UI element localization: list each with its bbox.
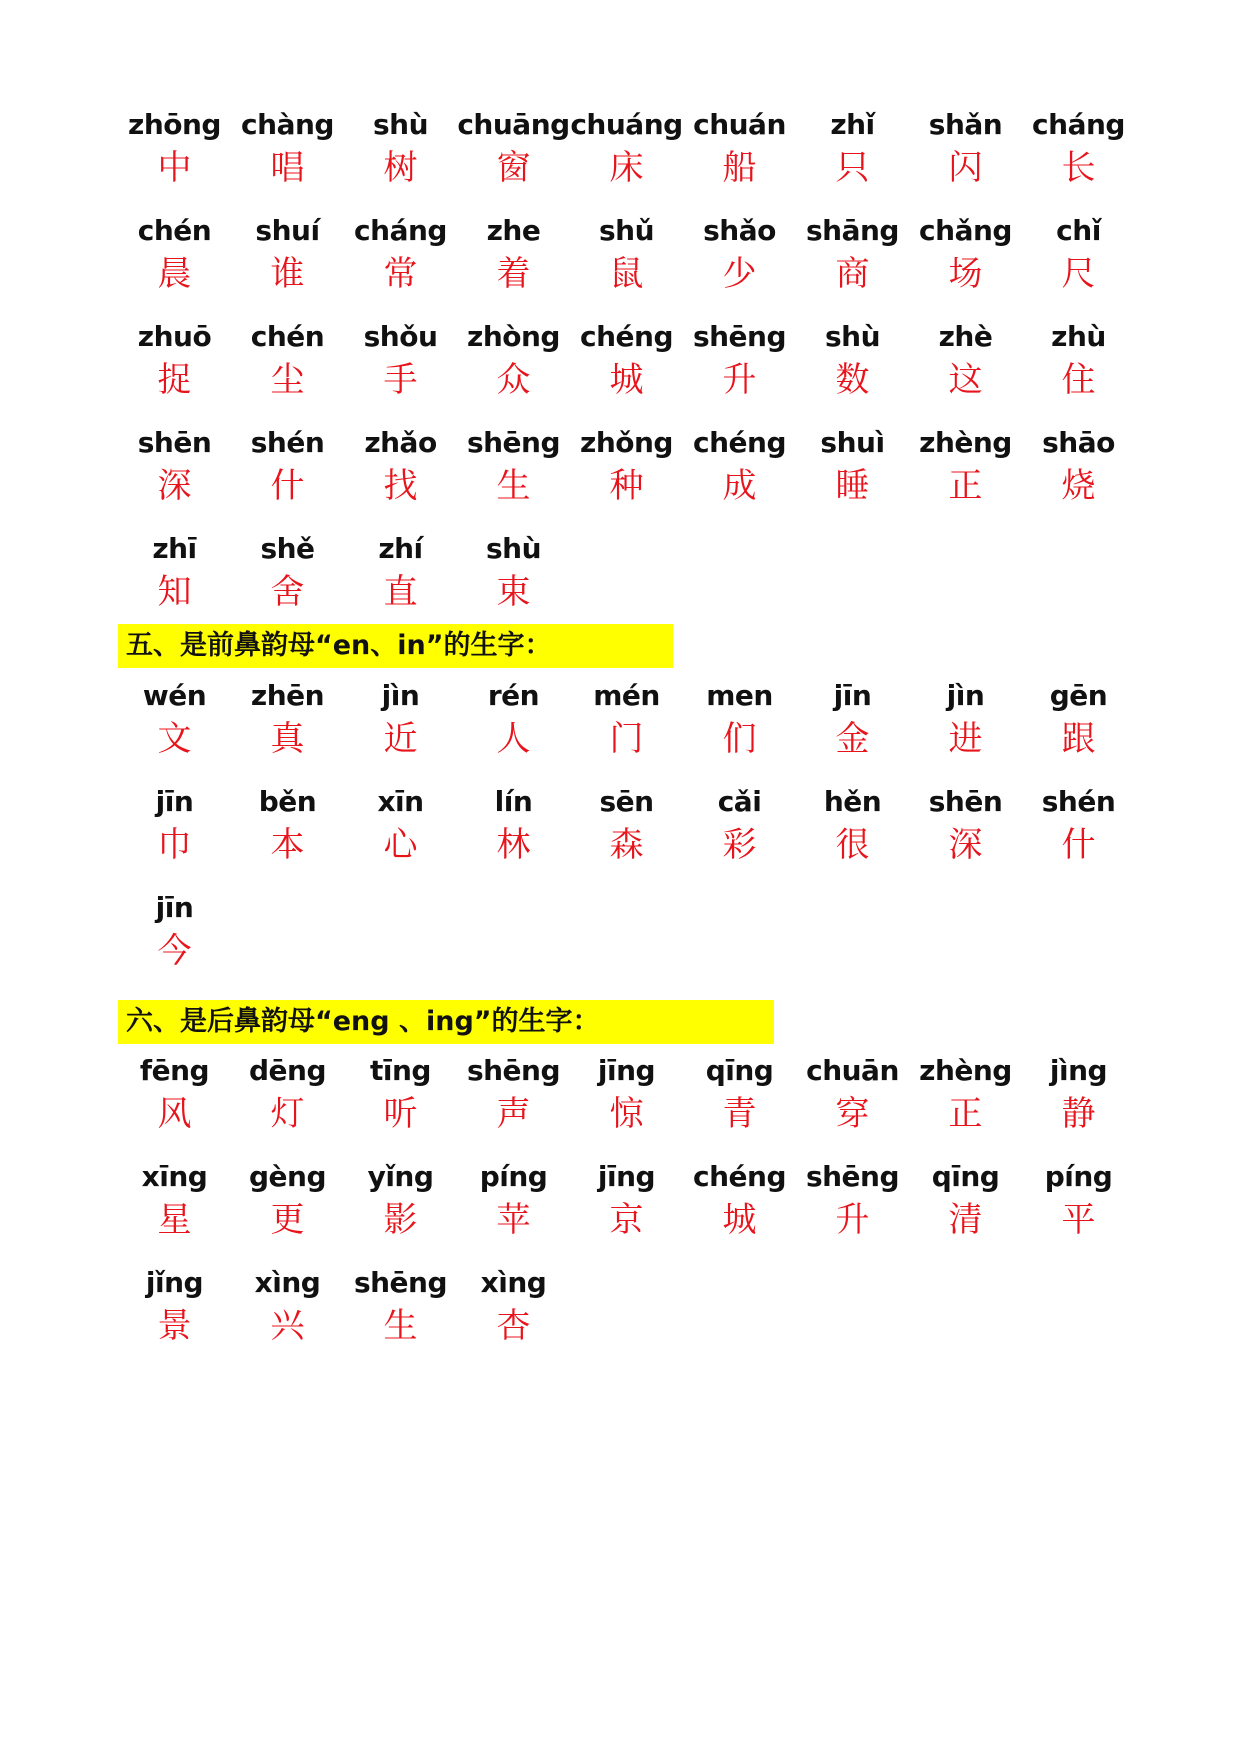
pinyin-label: jīng	[597, 1160, 656, 1193]
pinyin-label: jīn	[155, 891, 194, 924]
word-cell	[344, 528, 457, 634]
hanzi-character: 睡	[835, 466, 870, 506]
hanzi-character: 只	[835, 148, 870, 188]
hanzi-character: 成	[722, 466, 757, 506]
word-cell	[231, 104, 344, 210]
word-cell	[796, 781, 909, 887]
pinyin-label: zhù	[1051, 320, 1106, 353]
hanzi-character: 近	[383, 719, 418, 759]
hanzi-character: 生	[496, 466, 531, 506]
hanzi-character: 城	[609, 360, 644, 400]
word-cell	[570, 675, 683, 781]
word-cell	[909, 104, 1022, 210]
word-cell	[1022, 104, 1135, 210]
hanzi-character: 青	[722, 1094, 757, 1134]
hanzi-character: 商	[835, 254, 870, 294]
word-cell	[231, 528, 344, 634]
hanzi-character: 听	[383, 1094, 418, 1134]
pinyin-label: zhēn	[250, 679, 325, 712]
hanzi-character: 长	[1061, 148, 1096, 188]
hanzi-character: 船	[722, 148, 757, 188]
word-cell	[570, 781, 683, 887]
word-cell	[683, 1050, 796, 1156]
word-cell	[1022, 422, 1135, 528]
word-row	[118, 528, 1138, 634]
pinyin-label: zhǐ	[830, 108, 875, 141]
word-cell	[796, 422, 909, 528]
pinyin-label: shuí	[255, 214, 320, 247]
hanzi-character: 彩	[722, 825, 757, 865]
hanzi-character: 唱	[270, 148, 305, 188]
hanzi-character: 树	[383, 148, 418, 188]
pinyin-label: chuáng	[570, 108, 683, 141]
hanzi-character: 巾	[157, 825, 192, 865]
hanzi-character: 找	[383, 466, 418, 506]
word-cell	[118, 887, 231, 993]
zh-ch-sh-word-grid	[118, 104, 1138, 634]
pinyin-label: chàng	[241, 108, 334, 141]
hanzi-character: 数	[835, 360, 870, 400]
pinyin-label: shēng	[805, 1160, 900, 1193]
pinyin-label: jīng	[597, 1054, 656, 1087]
word-cell	[231, 781, 344, 887]
hanzi-character: 床	[609, 148, 644, 188]
pinyin-label: qīng	[705, 1054, 774, 1087]
hanzi-character: 声	[496, 1094, 531, 1134]
hanzi-character: 跟	[1061, 719, 1096, 759]
pinyin-label: zhèng	[919, 1054, 1012, 1087]
word-cell	[796, 675, 909, 781]
pinyin-label: zhī	[152, 532, 197, 565]
word-cell	[344, 781, 457, 887]
word-row	[118, 316, 1138, 422]
section-5-heading: 五、是前鼻韵母“en、in”的生字：	[118, 624, 673, 668]
hanzi-character: 闪	[948, 148, 983, 188]
pinyin-label: shuì	[820, 426, 885, 459]
pinyin-label: shēng	[353, 1266, 448, 1299]
word-cell	[344, 104, 457, 210]
word-row	[118, 1156, 1138, 1262]
word-cell	[683, 781, 796, 887]
pinyin-label: jīn	[833, 679, 872, 712]
word-cell	[231, 422, 344, 528]
hanzi-character: 住	[1061, 360, 1096, 400]
word-cell	[118, 422, 231, 528]
word-row	[118, 422, 1138, 528]
pinyin-label: xīn	[377, 785, 424, 818]
hanzi-character: 门	[609, 719, 644, 759]
pinyin-label: xīng	[141, 1160, 208, 1193]
hanzi-character: 京	[609, 1200, 644, 1240]
pinyin-label: xìng	[480, 1266, 547, 1299]
word-cell	[570, 316, 683, 422]
word-cell	[344, 316, 457, 422]
hanzi-character: 知	[157, 572, 192, 612]
word-cell	[118, 104, 231, 210]
hanzi-character: 舍	[270, 572, 305, 612]
pinyin-label: cháng	[354, 214, 447, 247]
hanzi-character: 苹	[496, 1200, 531, 1240]
pinyin-label: hěn	[823, 785, 882, 818]
hanzi-character: 心	[383, 825, 418, 865]
hanzi-character: 真	[270, 719, 305, 759]
word-cell	[1022, 1050, 1135, 1156]
hanzi-character: 什	[1061, 825, 1096, 865]
word-cell	[570, 210, 683, 316]
pinyin-label: chéng	[693, 426, 786, 459]
hanzi-character: 金	[835, 719, 870, 759]
pinyin-label: jìn	[381, 679, 420, 712]
hanzi-character: 兴	[270, 1306, 305, 1346]
word-cell	[683, 675, 796, 781]
hanzi-character: 尘	[270, 360, 305, 400]
word-row	[118, 104, 1138, 210]
pinyin-label: dēng	[248, 1054, 326, 1087]
pinyin-label: men	[706, 679, 773, 712]
hanzi-character: 场	[948, 254, 983, 294]
word-cell	[570, 1050, 683, 1156]
pinyin-label: gèng	[248, 1160, 326, 1193]
hanzi-character: 鼠	[609, 254, 644, 294]
hanzi-character: 杏	[496, 1306, 531, 1346]
pinyin-label: zhǒng	[580, 426, 673, 459]
word-cell	[118, 675, 231, 781]
pinyin-label: shēng	[466, 426, 561, 459]
pinyin-label: zhí	[378, 532, 423, 565]
word-cell	[796, 1156, 909, 1262]
pinyin-label: shēng	[466, 1054, 561, 1087]
hanzi-character: 深	[157, 466, 192, 506]
pinyin-label: shù	[824, 320, 881, 353]
word-cell	[909, 1050, 1022, 1156]
pinyin-label: qīng	[931, 1160, 1000, 1193]
hanzi-character: 风	[157, 1094, 192, 1134]
hanzi-character: 林	[496, 825, 531, 865]
hanzi-character: 种	[609, 466, 644, 506]
hanzi-character: 今	[157, 931, 192, 971]
section-6-heading: 六、是后鼻韵母“eng 、ing”的生字：	[118, 1000, 774, 1044]
hanzi-character: 晨	[157, 254, 192, 294]
pinyin-label: chǎng	[919, 214, 1012, 247]
hanzi-character: 深	[948, 825, 983, 865]
pinyin-label: shǎo	[703, 214, 776, 247]
word-cell	[118, 781, 231, 887]
pinyin-label: zhōng	[128, 108, 221, 141]
pinyin-label: shén	[250, 426, 325, 459]
word-cell	[796, 210, 909, 316]
word-cell	[231, 1262, 344, 1368]
word-cell	[909, 316, 1022, 422]
pinyin-label: chén	[137, 214, 212, 247]
word-cell	[457, 210, 570, 316]
pinyin-label: shě	[260, 532, 315, 565]
hanzi-character: 窗	[496, 148, 531, 188]
word-cell	[683, 1156, 796, 1262]
word-cell	[909, 422, 1022, 528]
pinyin-label: shāng	[806, 214, 899, 247]
eng-ing-word-grid	[118, 1050, 1138, 1368]
pinyin-label: jǐng	[145, 1266, 204, 1299]
word-cell	[344, 422, 457, 528]
hanzi-character: 众	[496, 360, 531, 400]
hanzi-character: 人	[496, 719, 531, 759]
word-cell	[457, 1050, 570, 1156]
pinyin-label: běn	[258, 785, 317, 818]
pinyin-label: chǐ	[1056, 214, 1101, 247]
pinyin-label: shēng	[692, 320, 787, 353]
word-cell	[570, 104, 683, 210]
word-cell	[570, 422, 683, 528]
word-cell	[570, 1156, 683, 1262]
word-cell	[796, 316, 909, 422]
word-cell	[231, 675, 344, 781]
pinyin-label: shǎn	[928, 108, 1003, 141]
hanzi-character: 常	[383, 254, 418, 294]
pinyin-label: jìng	[1049, 1054, 1108, 1087]
pinyin-label: shēn	[137, 426, 212, 459]
word-cell	[118, 528, 231, 634]
pinyin-label: yǐng	[367, 1160, 434, 1193]
hanzi-character: 平	[1061, 1200, 1096, 1240]
hanzi-character: 中	[157, 148, 192, 188]
hanzi-character: 进	[948, 719, 983, 759]
word-cell	[118, 210, 231, 316]
pinyin-label: shǔ	[598, 214, 655, 247]
word-cell	[457, 1156, 570, 1262]
pinyin-label: zhǎo	[364, 426, 437, 459]
pinyin-label: sēn	[599, 785, 654, 818]
pinyin-label: zhòng	[467, 320, 560, 353]
word-cell	[231, 1050, 344, 1156]
hanzi-character: 升	[835, 1200, 870, 1240]
hanzi-character: 这	[948, 360, 983, 400]
pinyin-label: mén	[593, 679, 660, 712]
hanzi-character: 升	[722, 360, 757, 400]
word-cell	[909, 1156, 1022, 1262]
hanzi-character: 清	[948, 1200, 983, 1240]
hanzi-character: 森	[609, 825, 644, 865]
word-row	[118, 781, 1138, 887]
hanzi-character: 城	[722, 1200, 757, 1240]
word-cell	[683, 316, 796, 422]
word-cell	[457, 1262, 570, 1368]
word-cell	[683, 104, 796, 210]
word-cell	[231, 316, 344, 422]
hanzi-character: 灯	[270, 1094, 305, 1134]
hanzi-character: 惊	[609, 1094, 644, 1134]
pinyin-label: chuān	[806, 1054, 899, 1087]
pinyin-label: gēn	[1049, 679, 1108, 712]
word-cell	[344, 675, 457, 781]
pinyin-label: shù	[372, 108, 429, 141]
word-cell	[457, 422, 570, 528]
pinyin-label: chén	[250, 320, 325, 353]
pinyin-label: jìn	[946, 679, 985, 712]
word-cell	[1022, 210, 1135, 316]
pinyin-label: shù	[485, 532, 542, 565]
word-cell	[231, 210, 344, 316]
hanzi-character: 谁	[270, 254, 305, 294]
hanzi-character: 什	[270, 466, 305, 506]
pinyin-label: lín	[494, 785, 533, 818]
hanzi-character: 正	[948, 1094, 983, 1134]
hanzi-character: 们	[722, 719, 757, 759]
word-cell	[457, 528, 570, 634]
hanzi-character: 正	[948, 466, 983, 506]
word-cell	[344, 1156, 457, 1262]
pinyin-label: xìng	[254, 1266, 321, 1299]
hanzi-character: 影	[383, 1200, 418, 1240]
word-cell	[796, 104, 909, 210]
word-row	[118, 1050, 1138, 1156]
word-cell	[909, 781, 1022, 887]
hanzi-character: 本	[270, 825, 305, 865]
hanzi-character: 手	[383, 360, 418, 400]
word-cell	[909, 210, 1022, 316]
word-cell	[1022, 781, 1135, 887]
word-cell	[457, 316, 570, 422]
pinyin-label: shén	[1041, 785, 1116, 818]
pinyin-label: rén	[487, 679, 540, 712]
hanzi-character: 着	[496, 254, 531, 294]
pinyin-label: píng	[1044, 1160, 1113, 1193]
hanzi-character: 静	[1061, 1094, 1096, 1134]
hanzi-character: 束	[496, 572, 531, 612]
pinyin-label: zhè	[938, 320, 993, 353]
pinyin-label: fēng	[139, 1054, 210, 1087]
word-cell	[1022, 316, 1135, 422]
pinyin-label: shāo	[1042, 426, 1115, 459]
hanzi-character: 生	[383, 1306, 418, 1346]
pinyin-label: cháng	[1032, 108, 1125, 141]
en-in-word-grid	[118, 675, 1138, 993]
pinyin-label: chéng	[693, 1160, 786, 1193]
word-cell	[344, 1050, 457, 1156]
word-cell	[344, 210, 457, 316]
pinyin-label: zhe	[486, 214, 541, 247]
hanzi-character: 更	[270, 1200, 305, 1240]
word-cell	[344, 1262, 457, 1368]
hanzi-character: 穿	[835, 1094, 870, 1134]
pinyin-label: jīn	[155, 785, 194, 818]
hanzi-character: 很	[835, 825, 870, 865]
word-row	[118, 675, 1138, 781]
pinyin-label: píng	[479, 1160, 548, 1193]
hanzi-character: 文	[157, 719, 192, 759]
word-row	[118, 887, 1138, 993]
word-cell	[1022, 675, 1135, 781]
pinyin-label: chuán	[693, 108, 786, 141]
pinyin-label: chéng	[580, 320, 673, 353]
word-cell	[457, 675, 570, 781]
pinyin-label: shǒu	[363, 320, 438, 353]
hanzi-character: 直	[383, 572, 418, 612]
word-cell	[231, 1156, 344, 1262]
word-cell	[118, 1050, 231, 1156]
word-cell	[118, 1262, 231, 1368]
word-cell	[1022, 1156, 1135, 1262]
hanzi-character: 少	[722, 254, 757, 294]
pinyin-label: chuāng	[457, 108, 570, 141]
pinyin-label: cǎi	[717, 785, 762, 818]
hanzi-character: 烧	[1061, 466, 1096, 506]
hanzi-character: 捉	[157, 360, 192, 400]
pinyin-label: wén	[142, 679, 207, 712]
word-cell	[909, 675, 1022, 781]
word-cell	[796, 1050, 909, 1156]
word-cell	[118, 316, 231, 422]
hanzi-character: 尺	[1061, 254, 1096, 294]
word-cell	[118, 1156, 231, 1262]
pinyin-label: zhuō	[137, 320, 212, 353]
word-cell	[457, 104, 570, 210]
word-row	[118, 210, 1138, 316]
word-row	[118, 1262, 1138, 1368]
word-cell	[457, 781, 570, 887]
pinyin-label: tīng	[370, 1054, 431, 1087]
word-cell	[683, 422, 796, 528]
pinyin-label: shēn	[928, 785, 1003, 818]
hanzi-character: 星	[157, 1200, 192, 1240]
pinyin-label: zhèng	[919, 426, 1012, 459]
word-cell	[683, 210, 796, 316]
hanzi-character: 景	[157, 1306, 192, 1346]
